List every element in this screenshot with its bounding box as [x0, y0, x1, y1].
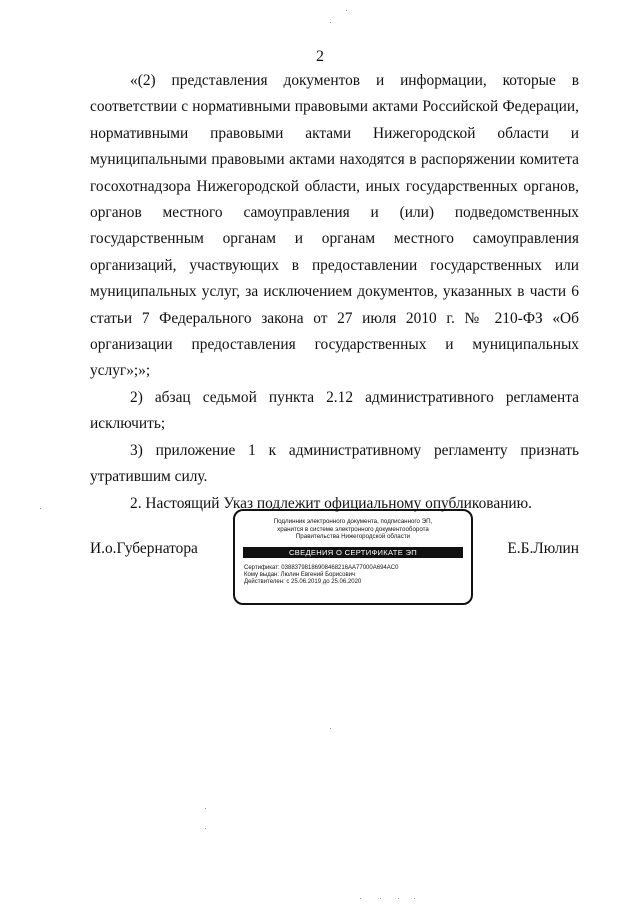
stamp-header	[235, 518, 471, 541]
stamp-certificate-details	[244, 565, 471, 587]
stamp-certificate-bar: СВЕДЕНИЯ О СЕРТИФИКАТЕ ЭП	[243, 547, 463, 558]
stamp-header-line: Подлинник электронного документа, подписанного ЭП,	[273, 518, 433, 525]
signatory-name: Е.Б.Люлин	[507, 540, 579, 557]
certificate-number: Сертификат: 03883798186908468216AA77000A694AC0	[244, 564, 399, 571]
paragraph-item-2: 2) абзац седьмой пункта 2.12 административного регламента исключить;	[90, 388, 579, 433]
paragraph-amendment-2: «(2) представления документов и информации, которые в соответствии с нормативными правовыми актами Российской Федерации, нормативными правовыми актами Нижегородской области и муниципальными правовыми актами находятся в распоряжении комитета госохотнадзора Нижегородской области, иных государственных органов, органов местного самоуправления и (или) подведомственных государственным органам и органам местного самоуправления организаций, участвующих в предоставлении государственных или муниципальных услуг, за исключением документов, указанных в части 6 статьи 7 Федерального закона от 27 июля 2010 г. № 210-ФЗ «Об организации предоставления государственных и муниципальных услуг»;»;	[90, 72, 579, 380]
paragraph-item-3: 3) приложение 1 к административному регламенту признать утратившим силу.	[90, 441, 579, 486]
stamp-header-line: Правительства Нижегородской области	[295, 533, 411, 541]
signatory-title: И.о.Губернатора	[90, 540, 198, 557]
certificate-owner: Кому выдан: Люлин Евгений Борисович	[244, 571, 356, 578]
document-body	[90, 68, 579, 517]
page-number: 2	[316, 48, 324, 65]
certificate-validity: Действителен: с 25.06.2019 до 25.06.2020	[244, 579, 362, 586]
paragraph-publication: 2. Настоящий Указ подлежит официальному опубликованию.	[130, 494, 533, 512]
electronic-signature-stamp	[233, 509, 473, 605]
stamp-header-line: хранится в системе электронного документооборота	[277, 525, 429, 533]
